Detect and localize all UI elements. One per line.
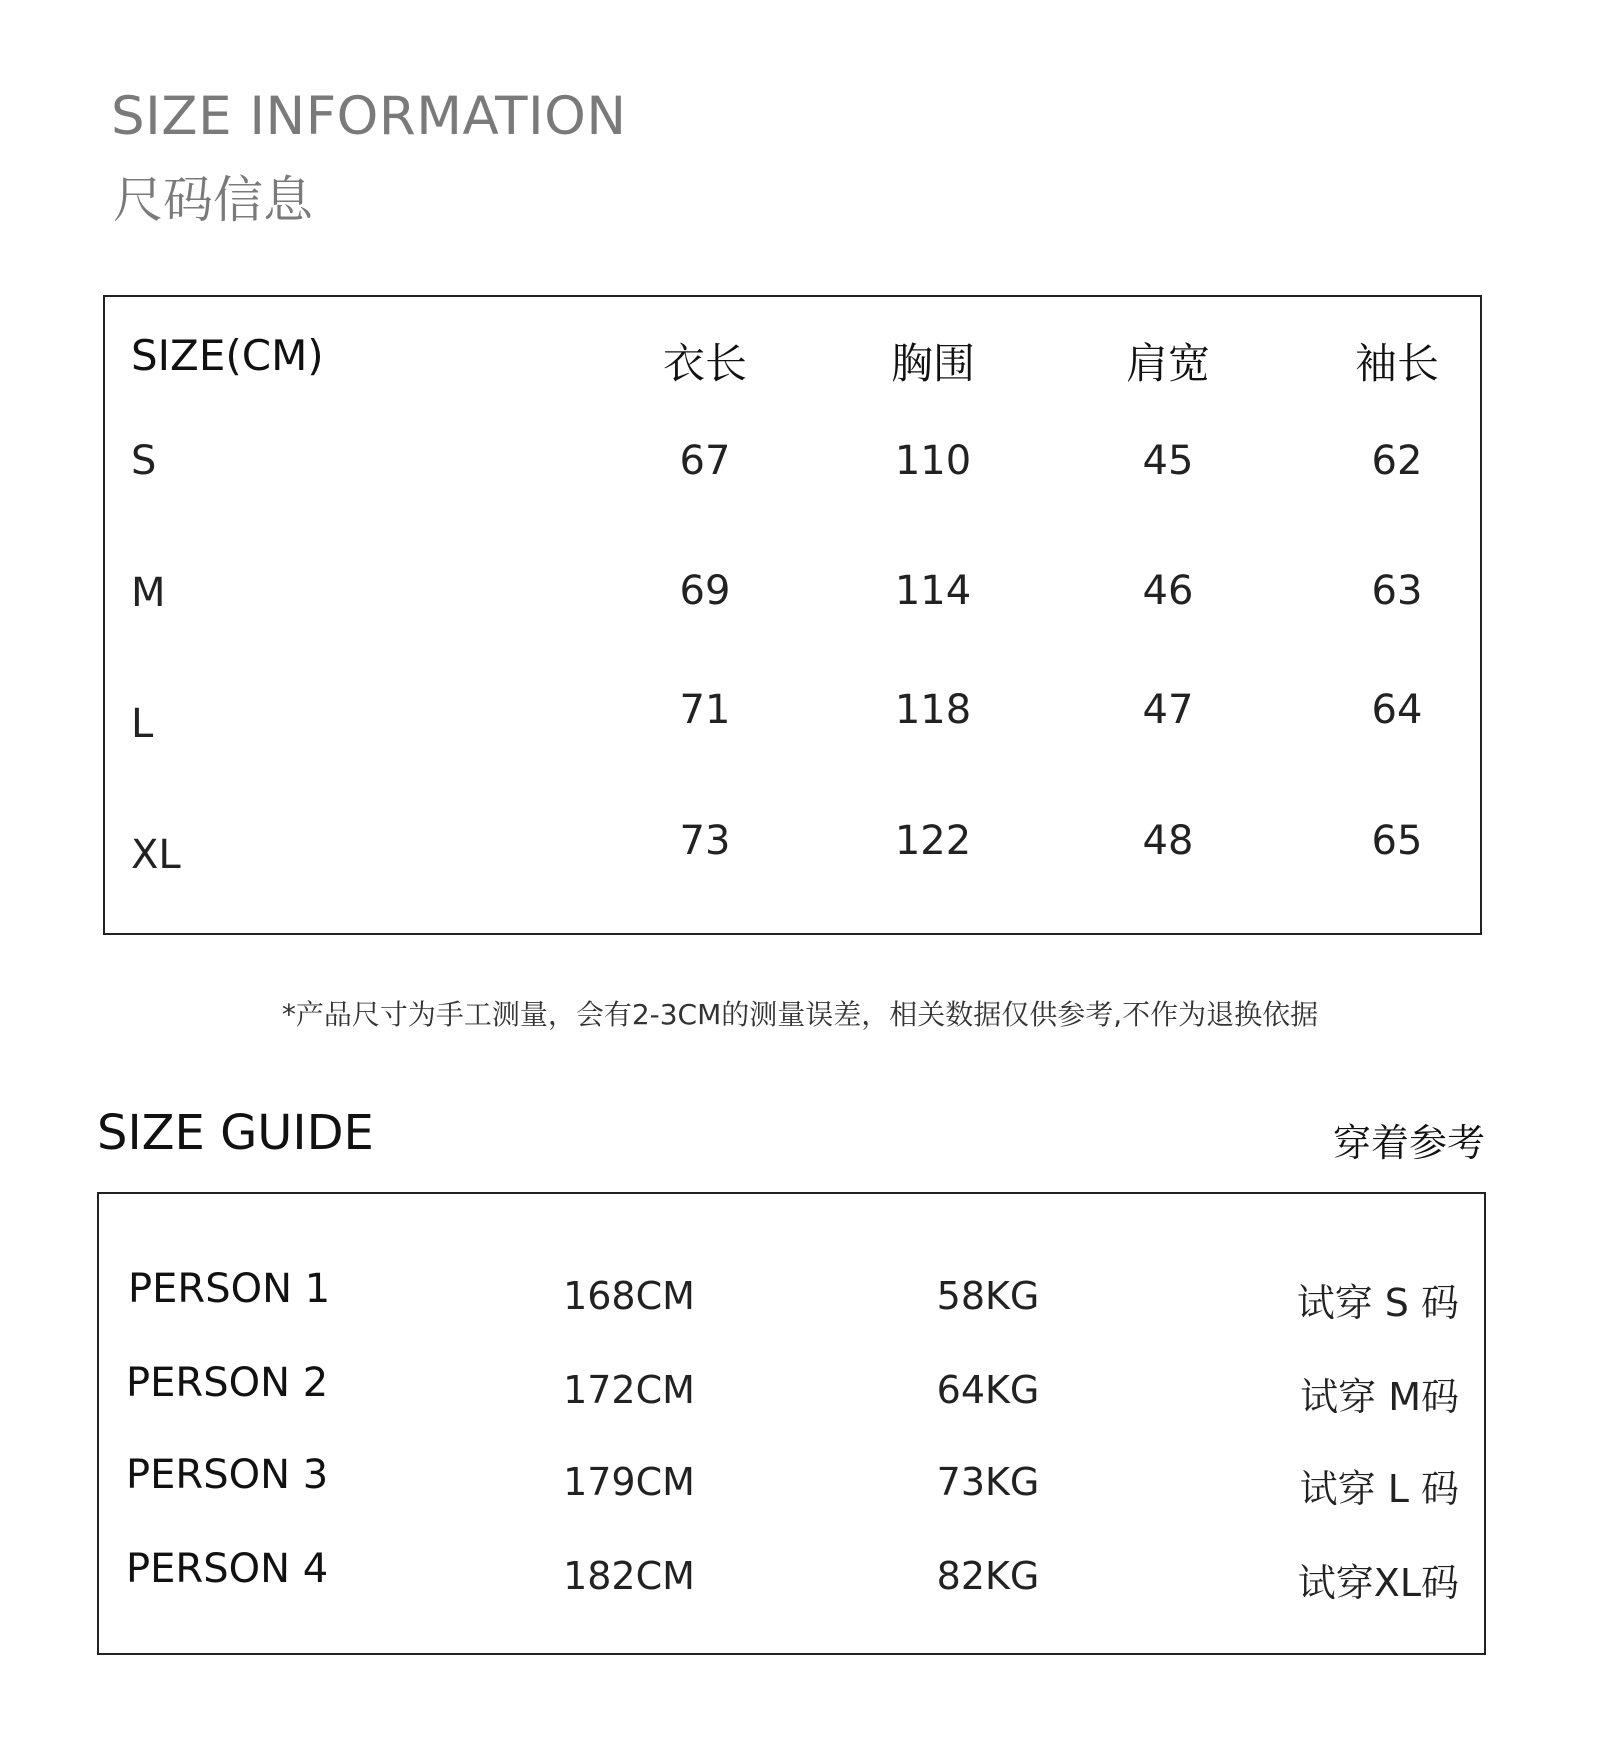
person-label: PERSON 4: [126, 1546, 329, 1592]
size-guide-table: [97, 1192, 1486, 1655]
size-label-s: S: [131, 438, 157, 484]
column-header-sleeve: 袖长: [1354, 339, 1440, 388]
table-cell: 47: [1142, 687, 1194, 733]
person-height: 172CM: [563, 1368, 695, 1412]
person-fit: 试穿XL码: [1297, 1561, 1459, 1605]
table-cell: 48: [1142, 818, 1194, 864]
column-header-shoulder: 肩宽: [1125, 339, 1211, 388]
table-cell: 46: [1142, 568, 1194, 614]
person-weight: 58KG: [936, 1274, 1040, 1318]
table-cell: 67: [679, 438, 731, 484]
table-cell: 122: [894, 818, 972, 864]
column-header-chest: 胸围: [890, 339, 976, 388]
person-label: PERSON 3: [126, 1452, 329, 1498]
size-table: [103, 295, 1482, 935]
page-title-cn: 尺码信息: [113, 171, 313, 229]
guide-title-cn: 穿着参考: [1332, 1121, 1485, 1165]
person-label: PERSON 2: [126, 1360, 329, 1406]
table-cell: 114: [894, 568, 972, 614]
person-fit: 试穿 L 码: [1299, 1467, 1459, 1511]
table-cell: 64: [1371, 687, 1423, 733]
size-label-m: M: [131, 570, 166, 616]
table-cell: 118: [894, 687, 972, 733]
person-fit: 试穿 S 码: [1296, 1281, 1459, 1325]
person-weight: 64KG: [936, 1368, 1040, 1412]
table-cell: 63: [1371, 568, 1423, 614]
table-cell: 73: [679, 818, 731, 864]
person-height: 182CM: [563, 1554, 695, 1598]
person-height: 179CM: [563, 1460, 695, 1504]
person-weight: 82KG: [936, 1554, 1040, 1598]
size-label-xl: XL: [131, 832, 181, 878]
table-cell: 65: [1371, 818, 1423, 864]
person-label: PERSON 1: [128, 1266, 331, 1312]
person-fit: 试穿 M码: [1300, 1375, 1459, 1419]
person-weight: 73KG: [936, 1460, 1040, 1504]
guide-title-en: SIZE GUIDE: [97, 1105, 374, 1161]
page-title-en: SIZE INFORMATION: [111, 86, 627, 147]
table-cell: 62: [1371, 438, 1423, 484]
person-height: 168CM: [563, 1274, 695, 1318]
measurement-note: *产品尺寸为手工测量，会有2-3CM的测量误差，相关数据仅供参考,不作为退换依据: [281, 998, 1319, 1031]
table-cell: 110: [894, 438, 972, 484]
column-header-length: 衣长: [662, 339, 748, 388]
size-label-l: L: [131, 701, 154, 747]
table-cell: 45: [1142, 438, 1194, 484]
table-cell: 69: [679, 568, 731, 614]
table-cell: 71: [679, 687, 731, 733]
column-header-size: SIZE(CM): [131, 331, 324, 380]
